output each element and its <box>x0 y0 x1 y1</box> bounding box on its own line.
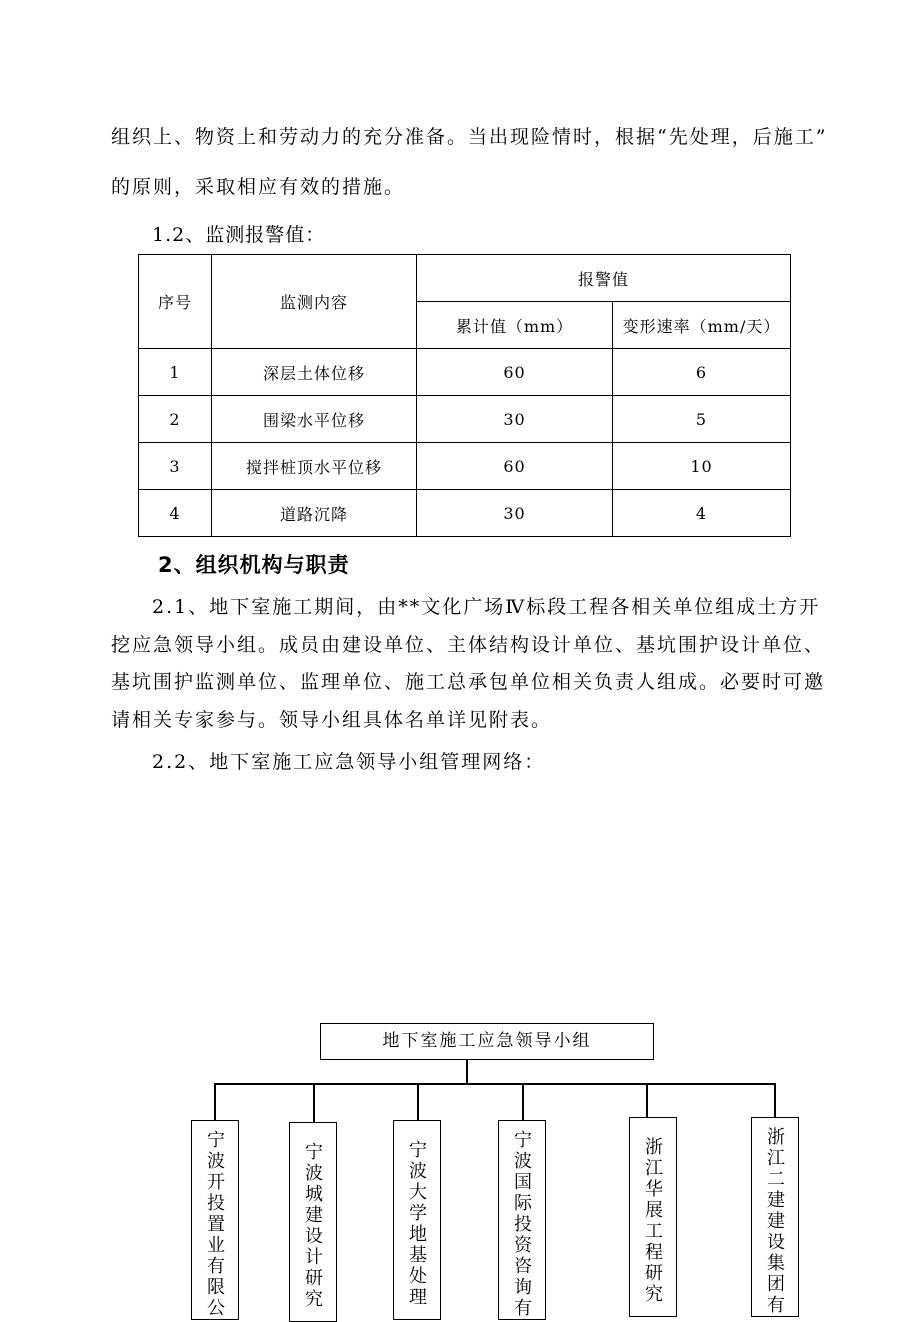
table-row <box>139 490 791 537</box>
header-content: 监测内容 <box>212 255 417 349</box>
cell-content: 深层土体位移 <box>212 349 417 396</box>
section-1-2-title: 1.2、监测报警值： <box>152 224 326 246</box>
cell-content: 围梁水平位移 <box>212 396 417 443</box>
header-rate: 变形速率（mm/天） <box>613 302 791 349</box>
cell-content: 道路沉降 <box>212 490 417 537</box>
alarm-value-table <box>138 254 791 537</box>
cell-no: 1 <box>139 349 212 396</box>
connector-line <box>774 1083 776 1118</box>
cell-rate: 10 <box>613 443 791 490</box>
paragraph-line: 请相关专家参与。领导小组具体名单详见附表。 <box>111 709 553 731</box>
cell-cumulative: 30 <box>417 490 613 537</box>
cell-no: 4 <box>139 490 212 537</box>
paragraph-line: 基坑围护监测单位、监理单位、施工总承包单位相关负责人组成。必要时可邀 <box>111 671 826 693</box>
cell-cumulative: 30 <box>417 396 613 443</box>
paragraph-line: 的原则，采取相应有效的措施。 <box>111 176 406 198</box>
header-no: 序号 <box>139 255 212 349</box>
org-unit-box: 浙江二建建设集团有 <box>751 1117 799 1317</box>
org-unit-box: 浙江华展工程研究 <box>629 1117 677 1317</box>
cell-no: 3 <box>139 443 212 490</box>
table-row <box>139 443 791 490</box>
paragraph-line: 组织上、物资上和劳动力的充分准备。当出现险情时，根据“先处理，后施工” <box>111 126 828 148</box>
connector-line <box>214 1083 216 1121</box>
section-2-2-title: 2.2、地下室施工应急领导小组管理网络： <box>152 751 546 773</box>
cell-cumulative: 60 <box>417 443 613 490</box>
cell-content: 搅拌桩顶水平位移 <box>212 443 417 490</box>
connector-line <box>646 1083 648 1118</box>
connector-line <box>417 1083 419 1121</box>
cell-rate: 5 <box>613 396 791 443</box>
cell-cumulative: 60 <box>417 349 613 396</box>
table-row <box>139 396 791 443</box>
org-unit-box: 宁波城建设计研究 <box>289 1122 337 1322</box>
header-alarm: 报警值 <box>417 255 791 302</box>
cell-no: 2 <box>139 396 212 443</box>
connector-line <box>214 1083 775 1085</box>
header-cumulative: 累计值（mm） <box>417 302 613 349</box>
connector-line <box>313 1083 315 1123</box>
connector-line <box>466 1060 468 1083</box>
cell-rate: 6 <box>613 349 791 396</box>
table-row <box>139 349 791 396</box>
cell-rate: 4 <box>613 490 791 537</box>
org-chart-top-box: 地下室施工应急领导小组 <box>320 1023 654 1060</box>
org-unit-box: 宁波国际投资咨询有 <box>498 1120 546 1320</box>
paragraph-line: 2.1、地下室施工期间，由**文化广场Ⅳ标段工程各相关单位组成土方开 <box>152 596 821 618</box>
org-unit-box: 宁波大学地基处理 <box>393 1120 441 1320</box>
section-2-title: 2、组织机构与职责 <box>158 553 350 577</box>
paragraph-line: 挖应急领导小组。成员由建设单位、主体结构设计单位、基坑围护设计单位、 <box>111 634 826 656</box>
connector-line <box>522 1083 524 1121</box>
org-unit-box: 宁波开投置业有限公 <box>191 1120 239 1320</box>
